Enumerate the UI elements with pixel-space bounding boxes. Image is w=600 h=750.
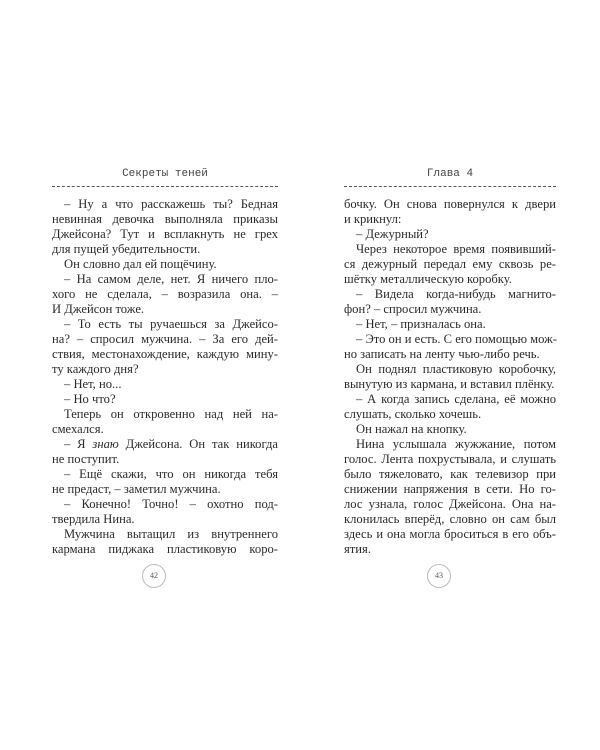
text-line: – Нет, – призналась она. bbox=[356, 317, 486, 331]
page-number: 43 bbox=[427, 564, 451, 588]
text-line: здесь и она могла броситься в его объ- bbox=[344, 527, 556, 541]
text-line: хого не сделала, – возразила она. – bbox=[52, 287, 278, 301]
text-line: клонилась вперёд, словно он сам был bbox=[344, 512, 556, 526]
text-line: Он нажал на кнопку. bbox=[356, 422, 467, 436]
text-line: лос узнала, голос Джейсона. Она на- bbox=[344, 497, 556, 511]
text-line: – Я знаю Джейсона. Он так никогда bbox=[64, 437, 279, 451]
text-line: Он словно дал ей пощёчину. bbox=[64, 257, 217, 271]
text-line: и крикнул: bbox=[344, 212, 402, 226]
text-line: – Но что? bbox=[64, 392, 116, 406]
text-line: но записать на ленту чью-либо речь. bbox=[344, 347, 540, 361]
text-line: И Джейсон тоже. bbox=[52, 302, 145, 316]
text-line: вынутую из кармана, и вставил плёнку. bbox=[344, 377, 555, 391]
text-line: – Дежурный? bbox=[356, 227, 429, 241]
text-line: на? – спросил мужчина. – За его дей- bbox=[52, 332, 278, 346]
text-line: – Видела когда-нибудь магнито- bbox=[356, 287, 556, 301]
text-line: снижении напряжения в сети. Но го- bbox=[344, 482, 556, 496]
text-line: шётку металлическую коробку. bbox=[344, 272, 512, 286]
text-line: Мужчина вытащил из внутреннего bbox=[64, 527, 278, 541]
text-line: слушать, сколько хочешь. bbox=[344, 407, 482, 421]
text-line: голос. Лента похрустывала, и слушать bbox=[344, 452, 556, 466]
text-line: твердила Нина. bbox=[52, 512, 135, 526]
text-line: бочку. Он снова повернулся к двери bbox=[344, 197, 556, 211]
text-line: было тяжеловато, как телевизор при bbox=[344, 467, 556, 481]
text-line: – На самом деле, нет. Я ничего пло- bbox=[64, 272, 278, 286]
page-text bbox=[52, 197, 278, 557]
text-line: – Конечно! Точно! – охотно под- bbox=[64, 497, 278, 511]
text-line: Теперь он откровенно над ней на- bbox=[64, 407, 278, 421]
text-line: – Ну а что расскажешь ты? Бедная bbox=[64, 197, 278, 211]
page-text bbox=[344, 197, 556, 557]
text-line: – Ещё скажи, что он никогда тебя bbox=[64, 467, 278, 481]
text-line: ятия. bbox=[344, 542, 371, 556]
text-line: не предаст, – заметил мужчина. bbox=[52, 482, 221, 496]
text-line: ту каждого дня? bbox=[52, 362, 139, 376]
text-line: – А когда запись сделана, её можно bbox=[356, 392, 556, 406]
text-line: невинная девочка выполняла приказы bbox=[52, 212, 278, 226]
text-line: Он поднял пластиковую коробочку, bbox=[356, 362, 556, 376]
text-line: Через некоторое время появивший- bbox=[356, 242, 556, 256]
header-divider bbox=[52, 186, 278, 187]
running-head: Глава 4 bbox=[426, 168, 474, 180]
text-line: Нина услышала жужжание, потом bbox=[356, 437, 556, 451]
text-line: кармана пиджака пластиковую коро- bbox=[52, 542, 278, 556]
text-line: ся дежурный передал ему сквозь ре- bbox=[344, 257, 556, 271]
text-line: не поступит. bbox=[52, 452, 120, 466]
header-divider bbox=[344, 186, 556, 187]
text-line: – То есть ты ручаешься за Джейсо- bbox=[64, 317, 278, 331]
text-line: ствия, местонахождение, каждую мину- bbox=[52, 347, 278, 361]
page-number: 42 bbox=[142, 564, 166, 588]
text-line: фон? – спросил мужчина. bbox=[344, 302, 482, 316]
text-line: для пущей убедительности. bbox=[52, 242, 201, 256]
text-line: Джейсона? Тут и всплакнуть не грех bbox=[52, 227, 278, 241]
text-line: – Это он и есть. С его помощью мож- bbox=[356, 332, 557, 346]
text-line: смехался. bbox=[52, 422, 104, 436]
running-head: Секреты теней bbox=[122, 168, 208, 180]
text-line: – Нет, но... bbox=[64, 377, 122, 391]
